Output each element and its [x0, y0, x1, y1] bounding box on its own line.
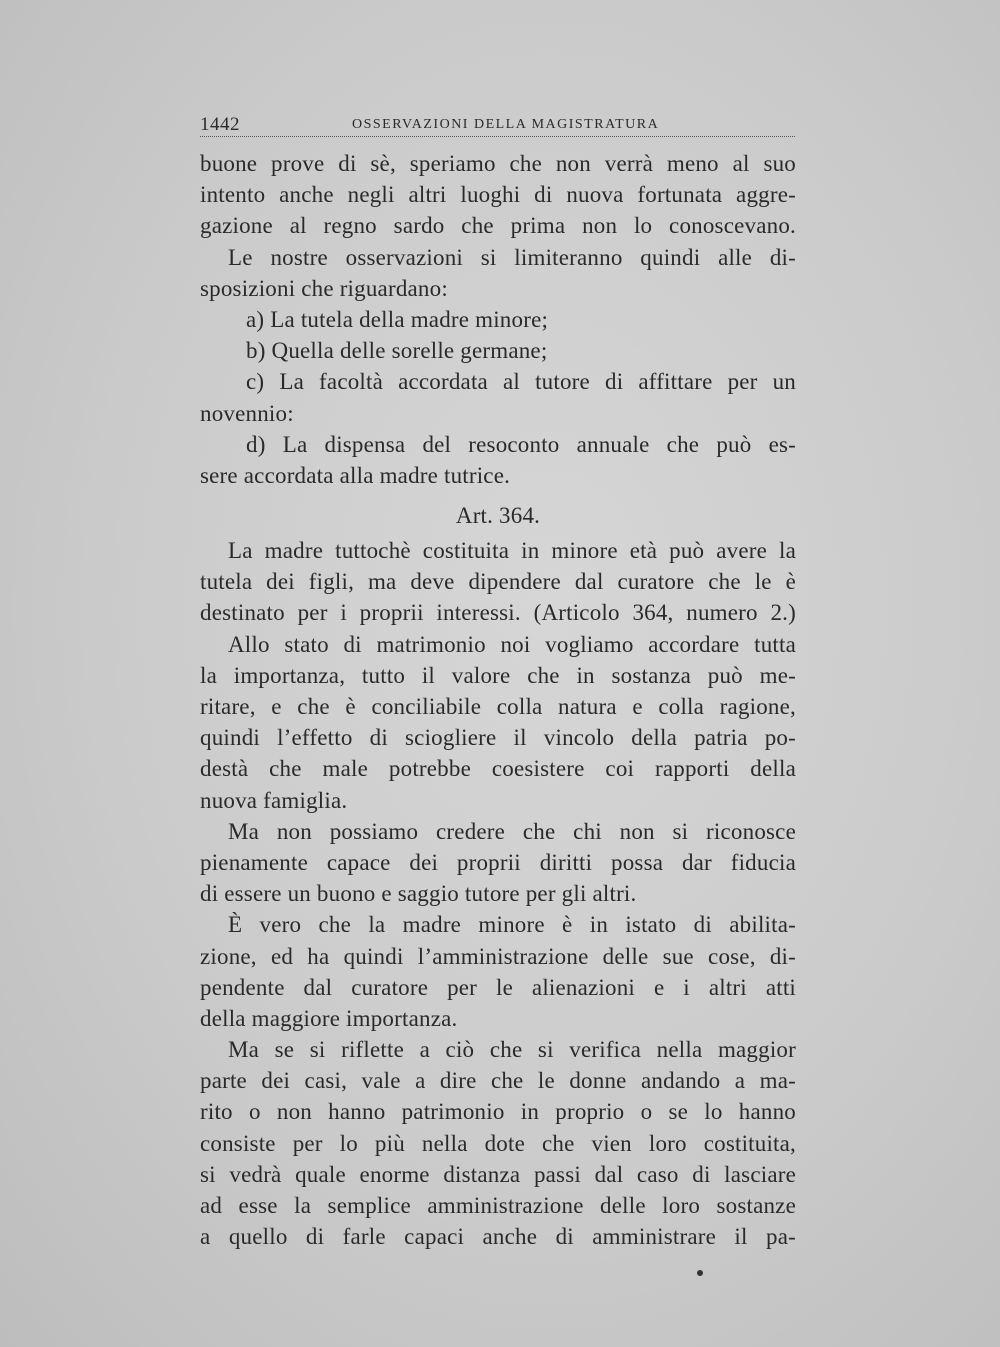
list-item-d: d) La dispensa del resoconto annuale che può es- [246, 431, 796, 457]
article-heading: Art. 364. [455, 503, 541, 529]
text-line: destinato per i proprii interessi. (Articolo 364, numero 2.) [200, 600, 796, 626]
ink-speck [697, 1270, 703, 1276]
text-line: sposizioni che riguardano: [200, 275, 448, 301]
text-line: Ma non possiamo credere che chi non si riconosce [228, 818, 796, 844]
text-line: della maggiore importanza. [200, 1005, 458, 1031]
text-line: consiste per lo più nella dote che vien loro costituita, [200, 1130, 796, 1156]
running-head: OSSERVAZIONI DELLA MAGISTRATURA [352, 117, 660, 132]
text-line: di essere un buono e saggio tutore per gli altri. [200, 881, 637, 907]
text-line: La madre tuttochè costituita in minore età può avere la [228, 538, 796, 564]
list-item-c: c) La facoltà accordata al tutore di affittare per un [246, 369, 796, 395]
text-line: a quello di farle capaci anche di amministrare il pa- [200, 1224, 796, 1250]
list-item-c-continued: novennio: [200, 400, 294, 426]
text-line: parte dei casi, vale a dire che le donne andando a ma- [200, 1068, 796, 1094]
text-line: ad esse la semplice amministrazione delle loro sostanze [200, 1193, 796, 1218]
text-line: Allo stato di matrimonio noi vogliamo accordare tutta [228, 631, 796, 657]
text-line: pendente dal curatore per le alienazioni e i altri atti [200, 974, 796, 1000]
text-line: rito o non hanno patrimonio in proprio o se lo hanno [200, 1099, 796, 1125]
list-item-a: a) La tutela della madre minore; [246, 306, 549, 332]
text-line: buone prove di sè, speriamo che non verrà meno al suo [200, 151, 796, 176]
text-line: zione, ed ha quindi l’amministrazione delle sue cose, di- [200, 943, 796, 969]
text-line: quindi l’effetto di sciogliere il vincolo della patria po- [200, 725, 796, 751]
text-line: gazione al regno sardo che prima non lo conoscevano. [200, 213, 796, 239]
text-line: la importanza, tutto il valore che in sostanza può me- [200, 662, 796, 688]
text-line: pienamente capace dei proprii diritti possa dar fiducia [200, 849, 796, 875]
body-text [200, 148, 796, 1252]
text-line: ritare, e che è conciliabile colla natura e colla ragione, [200, 694, 796, 719]
page-header [200, 112, 795, 137]
text-line: intento anche negli altri luoghi di nuova fortunata aggre- [200, 182, 796, 208]
text-line: nuova famiglia. [200, 787, 348, 813]
text-line: si vedrà quale enorme distanza passi dal caso di lasciare [200, 1161, 796, 1187]
text-line: tutela dei figli, ma deve dipendere dal curatore che le è [200, 569, 796, 595]
list-item-d-continued: sere accordata alla madre tutrice. [200, 462, 511, 488]
text-line: Ma se si riflette a ciò che si verifica nella maggior [228, 1037, 796, 1063]
text-line: destà che male potrebbe coesistere coi rapporti della [200, 756, 796, 782]
list-item-b: b) Quella delle sorelle germane; [246, 338, 548, 364]
text-line: È vero che la madre minore è in istato di abilita- [228, 912, 796, 938]
page-number: 1442 [200, 114, 240, 135]
text-line: Le nostre osservazioni si limiteranno quindi alle di- [228, 244, 796, 270]
